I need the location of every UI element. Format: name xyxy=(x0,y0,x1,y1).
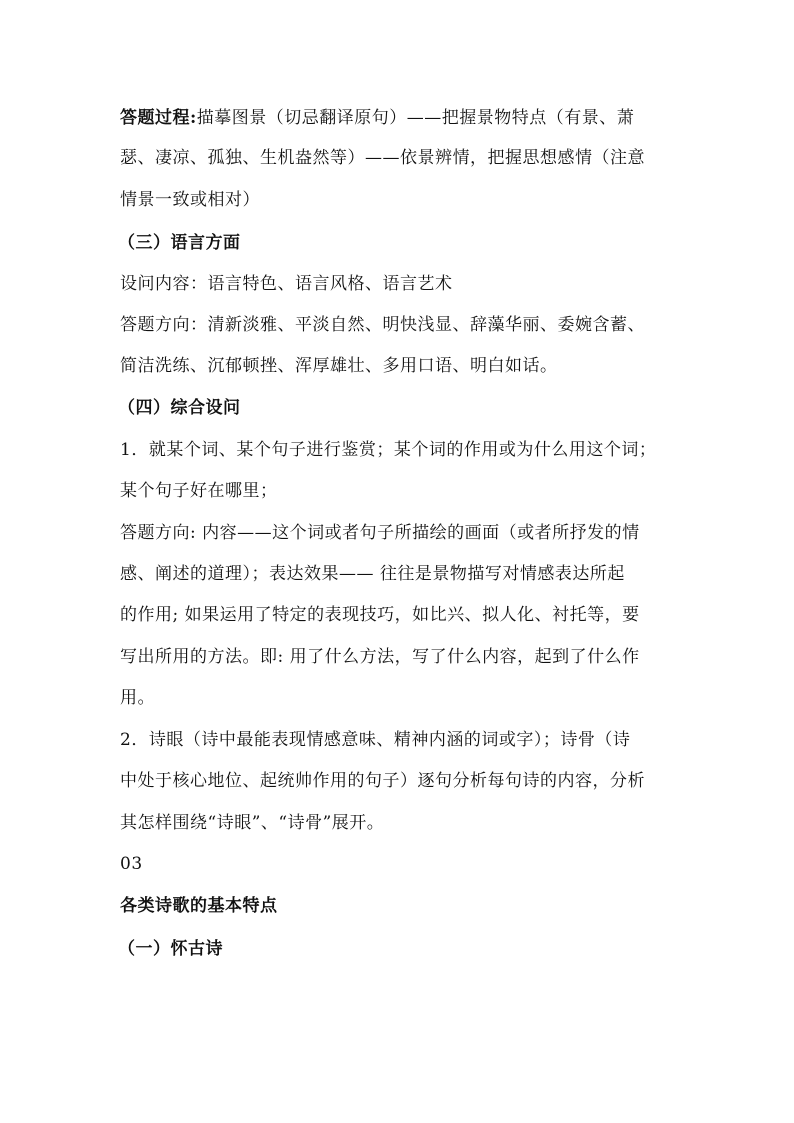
item-1-answer-line-1: 答题方向: 内容——这个词或者句子所描绘的画面（或者所抒发的情 xyxy=(120,523,640,543)
item-2-line-2: 中处于核心地位、起统帅作用的句子）逐句分析每句诗的内容，分析 xyxy=(120,771,645,791)
item-1-answer-line-3: 的作用; 如果运用了特定的表现技巧，如比兴、拟人化、衬托等，要 xyxy=(120,605,640,625)
paragraph-process-line-2: 瑟、凄凉、孤独、生机盎然等）——依景辨情，把握思想感情（注意 xyxy=(120,148,645,168)
item-2-line-1: 2．诗眼（诗中最能表现情感意味、精神内涵的词或字）；诗骨（诗 xyxy=(120,730,631,750)
item-2-line-3: 其怎样围绕“诗眼”、“诗骨”展开。 xyxy=(120,813,385,833)
item-1-line-1: 1．就某个词、某个句子进行鉴赏；某个词的作用或为什么用这个词； xyxy=(120,440,657,460)
item-1-line-2: 某个句子好在哪里； xyxy=(120,481,278,501)
paragraph-process-line-3: 情景一致或相对） xyxy=(120,190,260,210)
process-text-1: 描摹图景（切忌翻译原句）——把握景物特点（有景、萧 xyxy=(196,108,635,128)
section-number: 03 xyxy=(120,854,143,874)
heading-comprehensive: （四）综合设问 xyxy=(118,398,241,418)
process-label: 答题过程: xyxy=(120,108,197,128)
language-answer-line-1: 答题方向：清新淡雅、平淡自然、明快浅显、辞藻华丽、委婉含蓄、 xyxy=(120,315,645,335)
heading-language: （三）语言方面 xyxy=(118,233,241,253)
item-1-answer-line-2: 感、阐述的道理）；表达效果—— 往往是景物描写对情感表达所起 xyxy=(120,564,625,584)
paragraph-process-line-1 xyxy=(120,106,634,130)
heading-huaigu: （一）怀古诗 xyxy=(118,939,223,959)
language-answer-line-2: 简洁洗练、沉郁顿挫、浑厚雄壮、多用口语、明白如话。 xyxy=(120,356,558,376)
section-title: 各类诗歌的基本特点 xyxy=(120,896,278,916)
item-1-answer-line-5: 用。 xyxy=(120,688,155,708)
language-question: 设问内容：语言特色、语言风格、语言艺术 xyxy=(120,274,453,294)
item-1-answer-line-4: 写出所用的方法。即: 用了什么方法，写了什么内容，起到了什么作 xyxy=(120,647,640,667)
